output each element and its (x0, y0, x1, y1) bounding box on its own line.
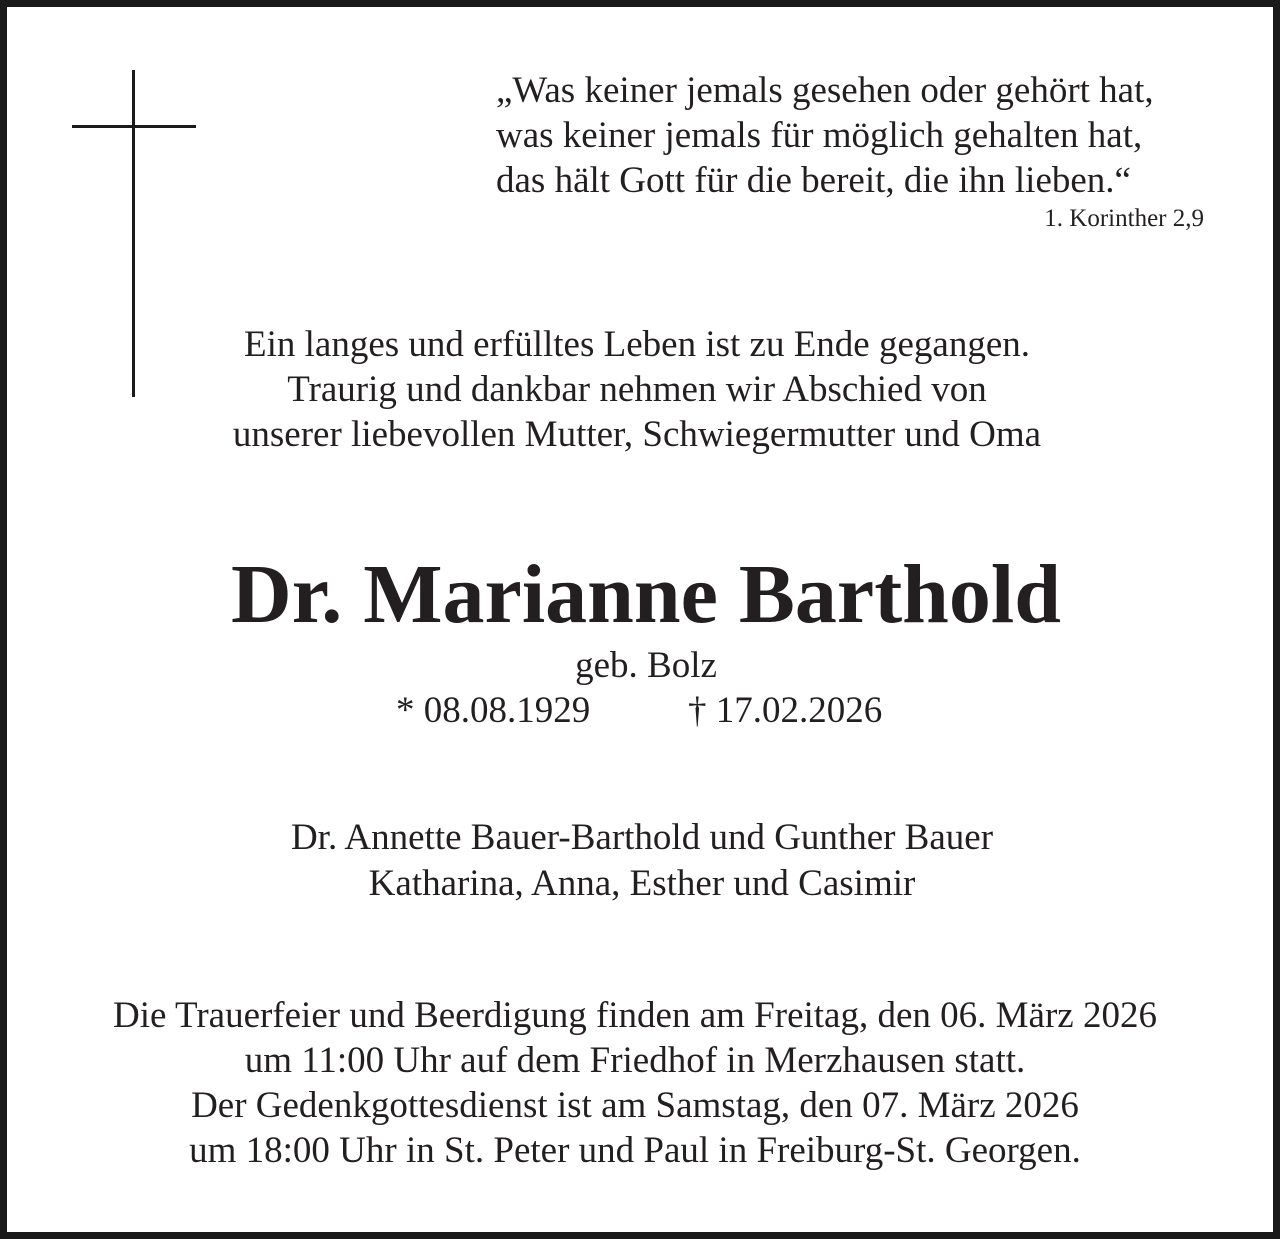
quote-source: 1. Korinther 2,9 (1044, 205, 1204, 232)
intro-line: unserer liebevollen Mutter, Schwiegermutter und Oma (232, 414, 1042, 455)
funeral-line: um 18:00 Uhr in St. Peter und Paul in Freiburg-St. Georgen. (189, 1130, 1081, 1171)
intro-text (0, 322, 1277, 457)
quote-line: das hält Gott für die bereit, die ihn lieben.“ (496, 160, 1131, 201)
intro-line: Ein langes und erfülltes Leben ist zu Ende gegangen. (244, 324, 1030, 365)
family-names (2, 815, 1280, 907)
funeral-line: um 11:00 Uhr auf dem Friedhof in Merzhausen statt. (244, 1040, 1026, 1081)
birth-date: * 08.08.1929 (396, 690, 591, 731)
birth-name: geb. Bolz (575, 645, 717, 686)
quote-line: was keiner jemals für möglich gehalten hat, (496, 115, 1143, 156)
cross-horizontal-bar (72, 125, 196, 128)
funeral-details (0, 993, 1275, 1173)
funeral-line: Die Trauerfeier und Beerdigung finden am Freitag, den 06. März 2026 (113, 995, 1157, 1036)
family-line: Dr. Annette Bauer-Barthold und Gunther Bauer (290, 817, 994, 858)
death-date: † 17.02.2026 (688, 690, 883, 731)
intro-line: Traurig und dankbar nehmen wir Abschied von (287, 369, 987, 410)
family-line: Katharina, Anna, Esther und Casimir (368, 863, 916, 904)
funeral-line: Der Gedenkgottesdienst ist am Samstag, den 07. März 2026 (191, 1085, 1079, 1126)
quote-line: „Was keiner jemals gesehen oder gehört hat, (496, 70, 1154, 111)
deceased-name: Dr. Marianne Barthold (231, 548, 1061, 641)
bible-quote (496, 68, 1216, 203)
